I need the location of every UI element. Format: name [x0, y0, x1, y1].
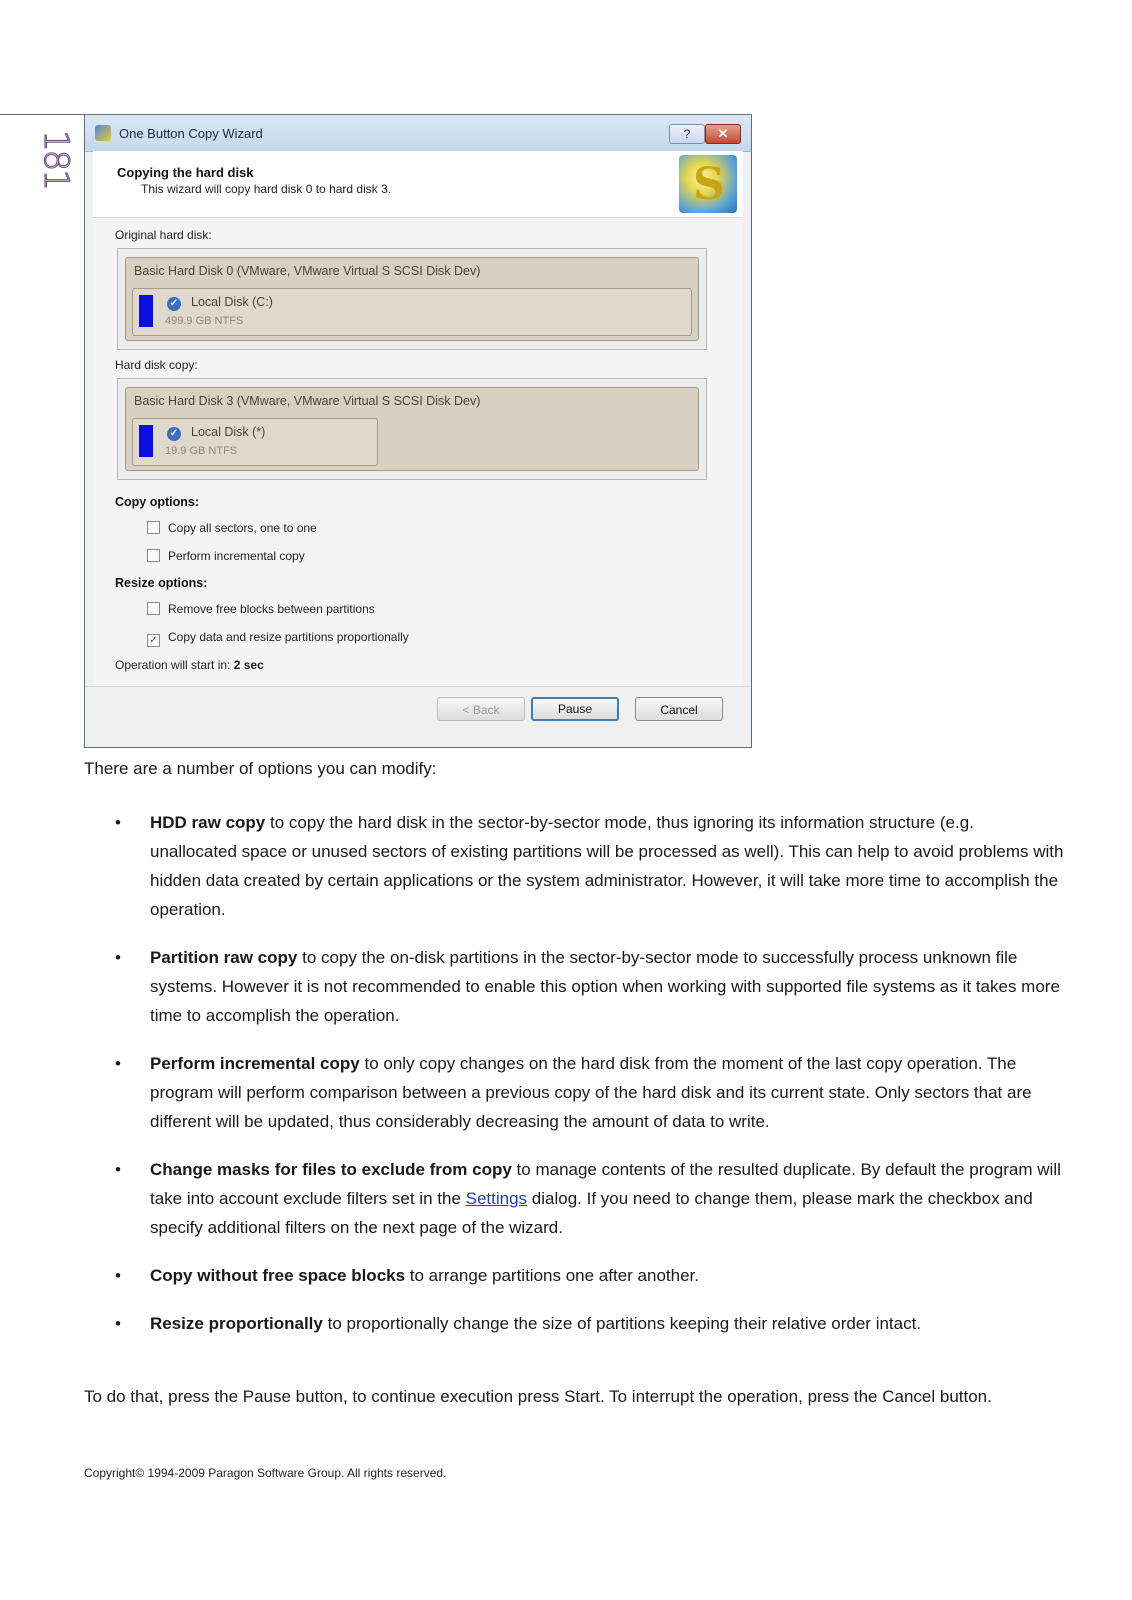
option-term: HDD raw copy: [150, 813, 266, 832]
page-number-rule: [0, 114, 84, 115]
wizard-app-icon: [95, 125, 111, 141]
list-item: [84, 943, 1064, 1030]
bullet: •: [115, 1266, 121, 1285]
checkbox-remove-free-blocks[interactable]: [147, 602, 160, 615]
option-label: Perform incremental copy: [168, 549, 305, 563]
checkbox-incremental-copy[interactable]: [147, 549, 160, 562]
status-countdown: 2 sec: [233, 658, 264, 672]
original-disk[interactable]: [125, 257, 699, 341]
copy-partition[interactable]: [132, 418, 378, 466]
original-partition-name: Local Disk (C:): [191, 295, 273, 309]
option-remove-free-blocks[interactable]: [147, 602, 375, 616]
option-term: Resize proportionally: [150, 1314, 323, 1333]
original-partition-info: 499.9 GB NTFS: [165, 315, 244, 327]
copy-disk-name: Basic Hard Disk 3 (VMware, VMware Virtual S SCSI Disk Dev): [134, 394, 481, 408]
option-description: to copy the hard disk in the sector-by-sector mode, thus ignoring its information structure (e.g. unallocated space or unused sectors of existing partitions will be processed as well). This can help to avoid problems with hidden data created by certain applications or the system administrator. However, it will take more time to accomplish the operation.: [150, 813, 1064, 919]
bullet: •: [115, 1314, 121, 1333]
partition-usage-bar: [139, 295, 153, 327]
copy-partition-info: 19.9 GB NTFS: [165, 445, 238, 457]
option-description: to manage contents of the resulted duplicate. By default the program will take into account exclude filters set in the: [150, 1160, 1061, 1208]
list-item: [84, 1261, 1064, 1290]
bullet: •: [115, 1054, 121, 1073]
partition-usage-bar: [139, 425, 153, 457]
list-item: [84, 1049, 1064, 1136]
option-description: to only copy changes on the hard disk from the moment of the last copy operation. The program will perform comparison between a previous copy of the hard disk and its current state. Only sectors that are different will be updated, thus considerably decreasing the amount of data to write.: [150, 1054, 1032, 1131]
closing-paragraph: To do that, press the Pause button, to continue execution press Start. To interrupt the operation, press the Cancel button.: [84, 1387, 992, 1406]
wizard-title: One Button Copy Wizard: [119, 126, 263, 141]
copy-options-heading: Copy options:: [115, 495, 200, 509]
original-partition[interactable]: [132, 288, 692, 336]
checkbox-copy-all-sectors[interactable]: [147, 521, 160, 534]
options-list: [84, 808, 1064, 1357]
page-number: 181: [36, 130, 76, 189]
settings-link[interactable]: Settings: [465, 1189, 528, 1208]
option-label: Remove free blocks between partitions: [168, 602, 375, 616]
operation-status: [115, 658, 264, 672]
wizard-body: [93, 218, 743, 687]
option-description: to arrange partitions one after another.: [405, 1266, 699, 1285]
option-description: dialog. If you need to change them, please mark the checkbox and specify additional filters on the next page of the wizard.: [150, 1189, 1033, 1237]
bullet: •: [115, 813, 121, 832]
option-copy-all-sectors[interactable]: [147, 521, 317, 535]
copyright-footer: Copyright© 1994-2009 Paragon Software Group. All rights reserved.: [84, 1466, 447, 1480]
status-prefix: Operation will start in:: [115, 658, 231, 672]
original-disk-group: [117, 248, 707, 350]
close-button[interactable]: ✕: [705, 124, 741, 144]
option-term: Copy without free space blocks: [150, 1266, 406, 1285]
intro-paragraph: There are a number of options you can modify:: [84, 759, 437, 778]
option-resize-proportionally[interactable]: [147, 630, 409, 647]
paragon-logo-icon: S: [679, 155, 737, 213]
help-button[interactable]: ?: [669, 124, 705, 144]
header-subtitle: This wizard will copy hard disk 0 to hard disk 3.: [141, 182, 392, 196]
original-disk-label: Original hard disk:: [115, 228, 212, 242]
list-item: [84, 1309, 1064, 1338]
wizard-header: [93, 151, 743, 218]
partition-info-icon: ✓: [167, 427, 181, 441]
option-description: to proportionally change the size of partitions keeping their relative order intact.: [322, 1314, 922, 1333]
back-button[interactable]: < Back: [437, 697, 525, 721]
copy-disk[interactable]: [125, 387, 699, 471]
list-item: [84, 1155, 1064, 1242]
copy-disk-label: Hard disk copy:: [115, 358, 198, 372]
list-item: [84, 808, 1064, 924]
option-term: Change masks for files to exclude from copy: [150, 1160, 512, 1179]
checkbox-resize-proportionally[interactable]: ✓: [147, 634, 160, 647]
option-incremental-copy[interactable]: [147, 549, 305, 563]
pause-button[interactable]: Pause: [531, 697, 619, 721]
option-label: Copy all sectors, one to one: [168, 521, 317, 535]
wizard-footer: [85, 686, 751, 747]
original-disk-name: Basic Hard Disk 0 (VMware, VMware Virtual S SCSI Disk Dev): [134, 264, 481, 278]
bullet: •: [115, 948, 121, 967]
copy-partition-name: Local Disk (*): [191, 425, 266, 439]
option-term: Perform incremental copy: [150, 1054, 360, 1073]
wizard-screenshot: [84, 114, 752, 748]
bullet: •: [115, 1160, 121, 1179]
option-label: Copy data and resize partitions proportionally: [168, 630, 409, 644]
copy-disk-group: [117, 378, 707, 480]
header-title: Copying the hard disk: [117, 165, 254, 180]
option-description: to copy the on-disk partitions in the sector-by-sector mode to successfully process unknown file systems. However it is not recommended to enable this option when working with supported file systems as it takes more time to accomplish the operation.: [150, 948, 1060, 1025]
partition-info-icon: ✓: [167, 297, 181, 311]
option-term: Partition raw copy: [150, 948, 298, 967]
resize-options-heading: Resize options:: [115, 576, 208, 590]
wizard-titlebar: [85, 115, 751, 152]
cancel-button[interactable]: Cancel: [635, 697, 723, 721]
